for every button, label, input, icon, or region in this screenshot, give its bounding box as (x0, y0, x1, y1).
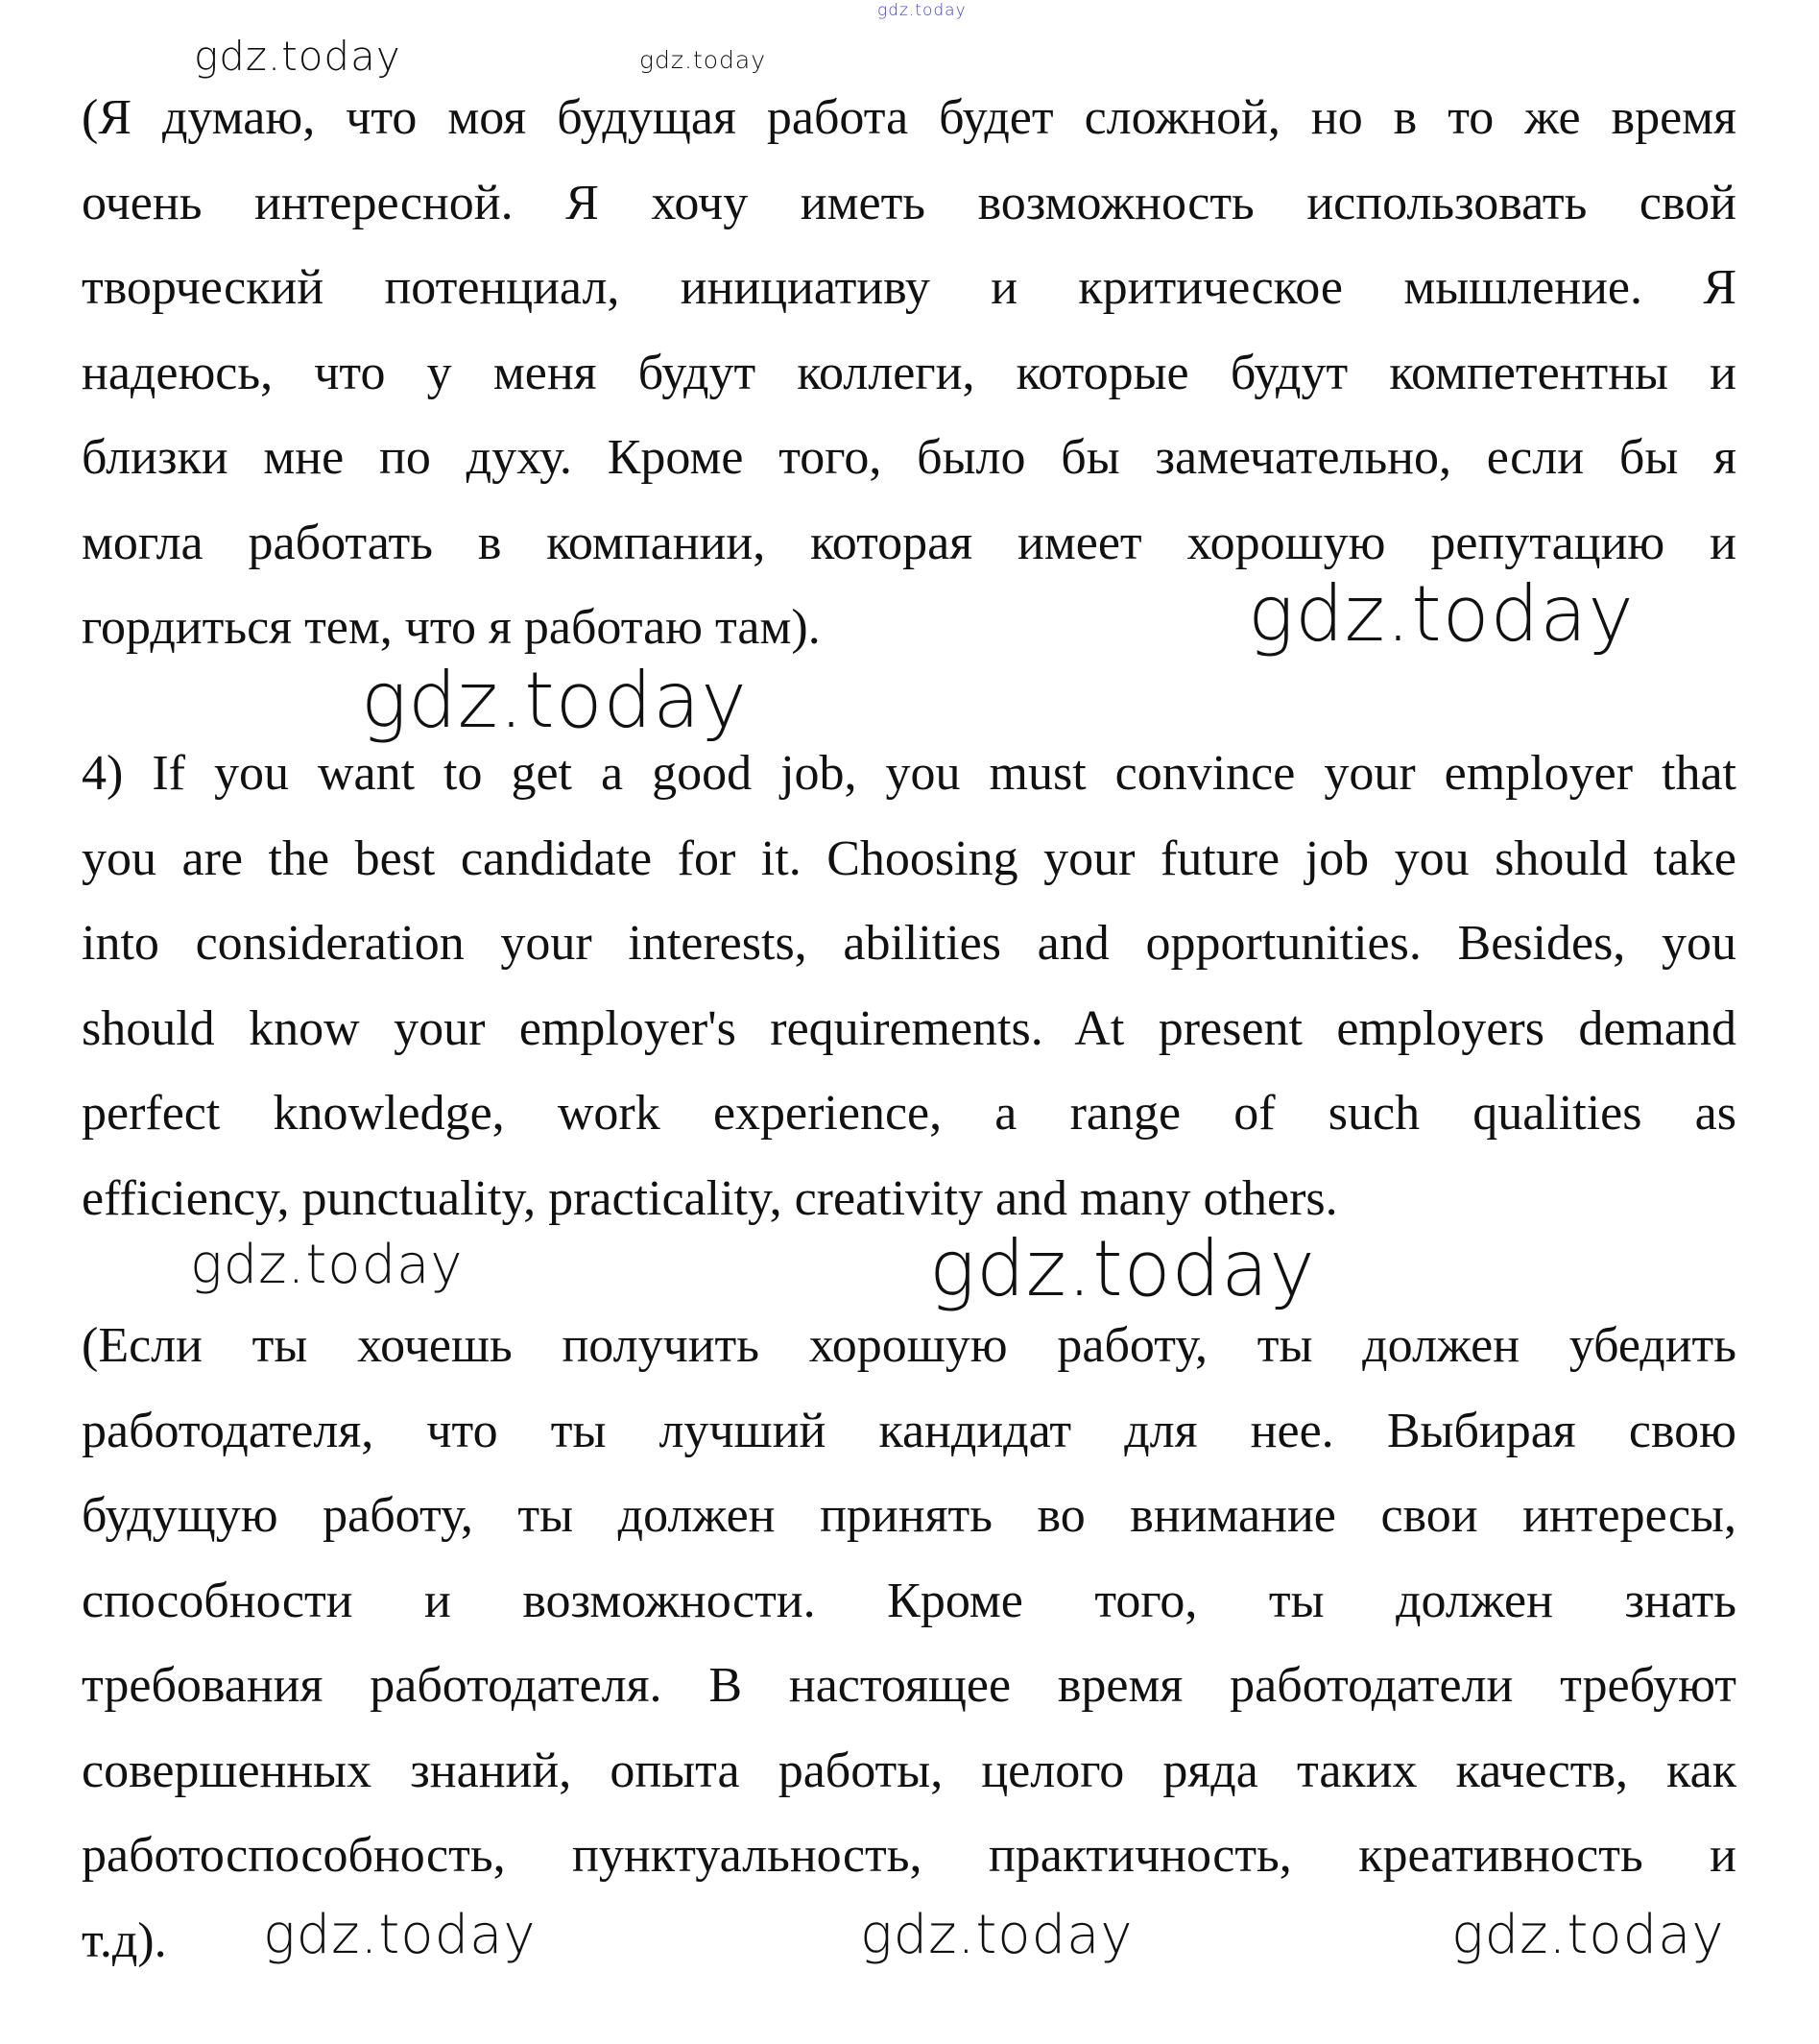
text-line: требования работодателя. В настоящее время работодатели требуют (82, 1658, 1736, 1713)
watermark: gdz.today (929, 1224, 1316, 1313)
watermark: gdz.today (1451, 1904, 1725, 1966)
text-line: (Я думаю, что моя будущая работа будет сложной, но в то же время (82, 90, 1736, 145)
text-line: надеюсь, что у меня будут коллеги, которые будут компетентны и (82, 345, 1736, 400)
watermark: gdz.today (639, 46, 767, 74)
top-watermark: gdz.today (877, 1, 967, 20)
text-line: should know your employer's requirements. At present employers demand (82, 1000, 1736, 1056)
watermark: gdz.today (361, 656, 748, 745)
text-line: работоспособность, пунктуальность, практичность, креативность и (82, 1828, 1736, 1883)
text-line: работодателя, что ты лучший кандидат для нее. Выбирая свою (82, 1403, 1736, 1458)
text-line: совершенных знаний, опыта работы, целого ряда таких качеств, как (82, 1743, 1736, 1798)
text-line: близки мне по духу. Кроме того, было бы замечательно, если бы я (82, 430, 1736, 485)
watermark: gdz.today (1248, 569, 1635, 659)
text-line: efficiency, punctuality, practicality, creativity and many others. (82, 1170, 1338, 1226)
watermark: gdz.today (194, 33, 401, 80)
text-line: 4) If you want to get a good job, you must convince your employer that (82, 746, 1736, 801)
text-line: способности и возможности. Кроме того, ты должен знать (82, 1573, 1736, 1628)
watermark: gdz.today (190, 1234, 464, 1296)
text-line: perfect knowledge, work experience, a range of such qualities as (82, 1086, 1736, 1141)
text-line: будущую работу, ты должен принять во внимание свои интересы, (82, 1488, 1736, 1543)
text-line: очень интересной. Я хочу иметь возможность использовать свой (82, 175, 1736, 230)
text-line: you are the best candidate for it. Choosing your future job you should take (82, 830, 1736, 886)
text-line: т.д). (82, 1912, 167, 1968)
text-line: (Если ты хочешь получить хорошую работу, ты должен убедить (82, 1318, 1736, 1373)
text-line: гордиться тем, что я работаю там). (82, 600, 821, 655)
text-line: творческий потенциал, инициативу и критическое мышление. Я (82, 260, 1736, 315)
watermark: gdz.today (263, 1904, 537, 1966)
watermark: gdz.today (860, 1904, 1134, 1966)
text-line: into consideration your interests, abilities and opportunities. Besides, you (82, 916, 1736, 971)
text-line: могла работать в компании, которая имеет хорошую репутацию и (82, 515, 1736, 570)
